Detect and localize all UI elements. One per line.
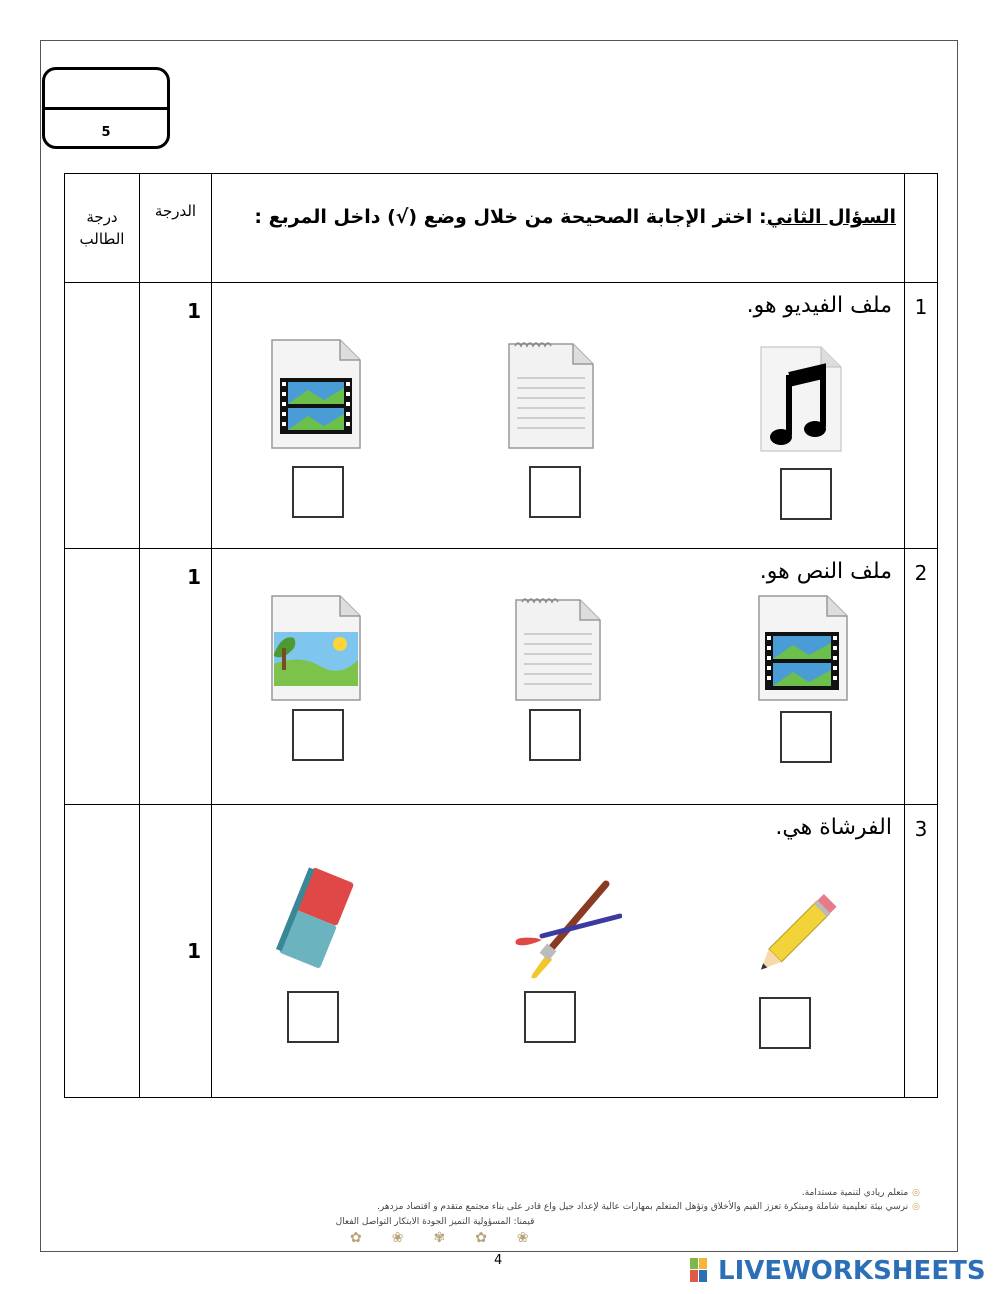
pencil-icon	[747, 885, 847, 985]
number-header	[905, 174, 938, 283]
score-divider	[45, 107, 167, 110]
question-instruction: : اختر الإجابة الصحيحة من خلال وضع (√) داخل المربع :	[254, 206, 767, 228]
header-row	[65, 174, 938, 283]
student-grade-header	[65, 174, 140, 283]
student-grade-cell[interactable]	[65, 805, 140, 1098]
question-number: 3	[905, 805, 938, 1098]
answer-checkbox[interactable]	[529, 709, 581, 761]
answer-checkbox[interactable]	[780, 711, 832, 763]
question-number: 1	[905, 283, 938, 549]
answer-checkbox[interactable]	[780, 468, 832, 520]
values-ornaments: ✿❀✾✿❀	[350, 1230, 559, 1246]
question-label: السؤال الثاني	[766, 206, 896, 228]
liveworksheets-logo	[690, 1256, 986, 1286]
question-title	[212, 174, 905, 283]
student-grade-cell[interactable]	[65, 549, 140, 805]
target-icon: ◎	[912, 1202, 920, 1213]
paintbrush-icon	[502, 880, 622, 985]
question-text: ملف الفيديو هو.	[746, 293, 892, 318]
score-box	[42, 67, 170, 149]
video-file-icon	[757, 594, 849, 702]
answer-checkbox[interactable]	[287, 991, 339, 1043]
answer-checkbox[interactable]	[524, 991, 576, 1043]
question-row-3	[65, 805, 938, 1098]
eraser-icon	[274, 865, 364, 975]
question-grade: 1	[140, 549, 212, 805]
question-number: 2	[905, 549, 938, 805]
student-grade-cell[interactable]	[65, 283, 140, 549]
question-grade: 1	[140, 283, 212, 549]
answer-checkbox[interactable]	[292, 466, 344, 518]
answer-checkbox[interactable]	[529, 466, 581, 518]
question-table	[64, 173, 938, 1098]
grade-header	[140, 174, 212, 283]
answer-checkbox[interactable]	[292, 709, 344, 761]
answer-checkbox[interactable]	[759, 997, 811, 1049]
footer-vision: متعلم ريادي لتنمية مستدامة.	[801, 1188, 909, 1198]
question-body	[212, 283, 905, 549]
text-file-icon	[514, 594, 604, 702]
question-body	[212, 805, 905, 1098]
score-total: 5	[101, 125, 111, 140]
question-row-1	[65, 283, 938, 549]
video-file-icon	[270, 338, 362, 450]
music-file-icon	[759, 345, 845, 453]
liveworksheets-logo-icon	[690, 1258, 716, 1282]
text-file-icon	[507, 338, 597, 450]
question-row-2	[65, 549, 938, 805]
footer	[70, 1186, 920, 1229]
footer-values: قيمنا: المسؤولية التميز الجودة الابتكار التواصل الفعال	[335, 1216, 535, 1227]
student-grade-label: درجة الطالب	[79, 207, 125, 248]
question-grade: 1	[140, 805, 212, 1098]
footer-mission: نرسي بيئة تعليمية شاملة ومبتكرة تعزز القيم والأخلاق وتؤهل المتعلم بمهارات عالية لإعداد جيل واع قادر على بناء مجتمع متقدم و اقتصاد مزدهر.	[377, 1202, 909, 1213]
question-body	[212, 549, 905, 805]
image-file-icon	[270, 594, 362, 702]
page-number: 4	[494, 1253, 503, 1268]
target-icon: ◎	[912, 1188, 920, 1198]
question-text: ملف النص هو.	[759, 559, 892, 584]
question-text: الفرشاة هي.	[775, 815, 892, 840]
grade-label: الدرجة	[154, 202, 197, 220]
brand-name: LIVEWORKSHEETS	[718, 1256, 986, 1286]
